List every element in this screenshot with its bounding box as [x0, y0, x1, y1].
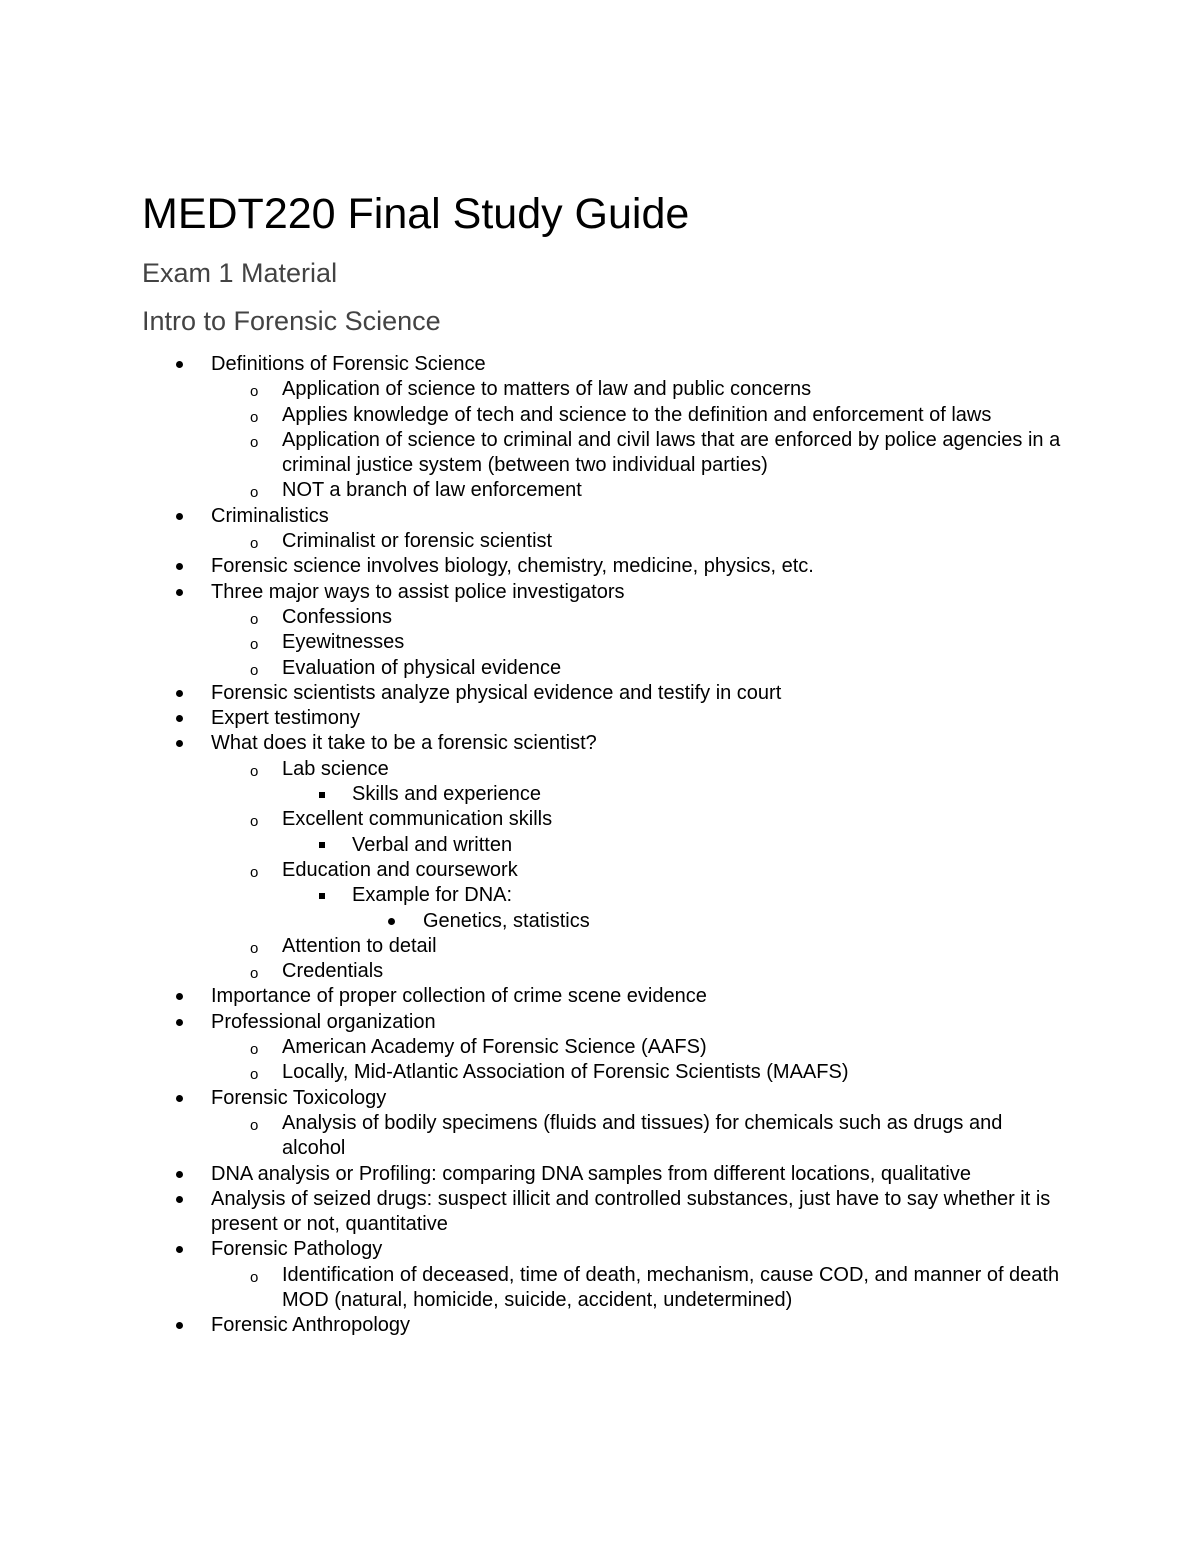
- list-item: [0, 377, 1062, 402]
- list-item-text: Expert testimony: [211, 707, 360, 730]
- list-item-text: Lab science: [282, 757, 389, 780]
- circle-bullet-icon: o: [250, 1041, 259, 1059]
- bullet-icon: [176, 681, 183, 706]
- circle-bullet-icon: o: [250, 535, 259, 553]
- list-item: [0, 706, 1061, 731]
- circle-bullet-icon: o: [250, 1116, 259, 1134]
- list-item-text: Excellent communication skills: [282, 808, 553, 831]
- list-item: [0, 352, 1061, 377]
- list-item-text: Analysis of seized drugs: suspect illicit and controlled substances, just have to say whether it is present or not, quantitative: [211, 1187, 1051, 1236]
- list-item: [0, 858, 1062, 883]
- bullet-icon: [176, 706, 183, 731]
- list-item: [0, 909, 1063, 934]
- bullet-icon: [176, 1237, 183, 1262]
- list-item-text: Three major ways to assist police investigators: [211, 580, 625, 603]
- list-item: [0, 934, 1062, 959]
- circle-bullet-icon: o: [250, 1066, 259, 1084]
- list-item: [0, 1162, 1061, 1187]
- list-item: [0, 1313, 1061, 1338]
- list-item-text: Criminalistics: [211, 504, 329, 527]
- circle-bullet-icon: o: [250, 965, 259, 983]
- circle-bullet-icon: o: [250, 408, 259, 426]
- list-item: [0, 1187, 1061, 1238]
- list-item-text: Identification of deceased, time of death, mechanism, cause COD, and manner of death MOD (natural, homicide, suicide, accident, undetermined): [282, 1263, 1060, 1311]
- list-item-text: Forensic science involves biology, chemistry, medicine, physics, etc.: [211, 555, 814, 578]
- bullet-icon: [176, 580, 183, 605]
- list-item-text: Professional organization: [211, 1010, 436, 1033]
- circle-bullet-icon: o: [250, 383, 259, 401]
- circle-bullet-icon: o: [250, 661, 259, 679]
- list-item-text: Education and coursework: [282, 858, 518, 881]
- square-bullet-icon: [319, 883, 325, 908]
- list-item: [0, 833, 1062, 858]
- list-item-text: Forensic scientists analyze physical evidence and testify in court: [211, 681, 782, 704]
- list-item-text: Criminalist or forensic scientist: [282, 530, 553, 553]
- list-item-text: Importance of proper collection of crime scene evidence: [211, 985, 707, 1008]
- list-item-text: Confessions: [282, 605, 393, 628]
- bullet-icon: [176, 1086, 183, 1111]
- list-item: [0, 757, 1062, 782]
- list-item: [0, 428, 1062, 479]
- circle-bullet-icon: o: [250, 863, 259, 881]
- outline-list: [0, 352, 1200, 1339]
- list-item: [0, 681, 1061, 706]
- bullet-icon: [176, 1187, 183, 1212]
- list-item-text: Credentials: [282, 960, 384, 983]
- circle-bullet-icon: o: [250, 762, 259, 780]
- circle-bullet-icon: o: [250, 939, 259, 957]
- bullet-icon: [176, 352, 183, 377]
- list-item: [0, 1010, 1061, 1035]
- list-item: [0, 656, 1062, 681]
- list-item-text: Locally, Mid-Atlantic Association of Forensic Scientists (MAAFS): [282, 1061, 849, 1084]
- list-item-text: DNA analysis or Profiling: comparing DNA samples from different locations, qualitative: [211, 1162, 971, 1185]
- list-item-text: Skills and experience: [352, 783, 541, 806]
- list-item-text: Forensic Toxicology: [211, 1086, 387, 1109]
- list-item: [0, 883, 1062, 908]
- list-item-text: Definitions of Forensic Science: [211, 353, 486, 375]
- circle-bullet-icon: o: [250, 484, 259, 502]
- circle-bullet-icon: o: [250, 813, 259, 831]
- list-item-text: NOT a branch of law enforcement: [282, 479, 582, 502]
- list-item-text: Example for DNA:: [352, 884, 513, 907]
- list-item: [0, 630, 1062, 655]
- bullet-icon: [176, 984, 183, 1009]
- list-item-text: Forensic Pathology: [211, 1238, 383, 1261]
- subsection-heading: Intro to Forensic Science: [142, 306, 441, 336]
- list-item: [0, 1237, 1061, 1262]
- list-item: [0, 1060, 1062, 1085]
- list-item: [0, 504, 1061, 529]
- list-item: [0, 782, 1062, 807]
- list-item: [0, 605, 1062, 630]
- list-item: [0, 1086, 1061, 1111]
- list-item-text: Applies knowledge of tech and science to the definition and enforcement of laws: [282, 403, 992, 426]
- list-item: [0, 478, 1062, 503]
- list-item-text: Genetics, statistics: [423, 909, 590, 932]
- list-item-text: Attention to detail: [282, 934, 437, 957]
- list-item: [0, 554, 1061, 579]
- list-item-text: Evaluation of physical evidence: [282, 656, 562, 679]
- circle-bullet-icon: o: [250, 636, 259, 654]
- bullet-icon: [176, 731, 183, 756]
- list-item: [0, 1035, 1062, 1060]
- circle-bullet-icon: o: [250, 433, 259, 451]
- list-item: [0, 984, 1061, 1009]
- bullet-icon: [176, 554, 183, 579]
- list-item-text: Eyewitnesses: [282, 631, 405, 654]
- bullet-icon: [176, 1313, 183, 1338]
- list-item-text: American Academy of Forensic Science (AAFS): [282, 1036, 707, 1059]
- list-item: [0, 731, 1061, 756]
- square-bullet-icon: [319, 833, 325, 858]
- list-item: [0, 403, 1062, 428]
- square-bullet-icon: [319, 782, 325, 807]
- circle-bullet-icon: o: [250, 610, 259, 628]
- circle-bullet-icon: o: [250, 1268, 259, 1286]
- list-item-text: Application of science to criminal and civil laws that are enforced by police agencies in a criminal justice system (between two individual parties): [282, 428, 1061, 477]
- list-item: [0, 1111, 1062, 1162]
- bullet-icon: [176, 1010, 183, 1035]
- list-item: [0, 1263, 1062, 1314]
- bullet-icon: [176, 504, 183, 529]
- list-item: [0, 959, 1062, 984]
- list-item-text: Verbal and written: [352, 833, 513, 856]
- document-title: MEDT220 Final Study Guide: [142, 190, 690, 238]
- bullet-icon: [176, 1162, 183, 1187]
- list-item-text: Application of science to matters of law and public concerns: [282, 378, 812, 401]
- list-item: [0, 807, 1062, 832]
- list-item: [0, 529, 1062, 554]
- bullet-icon: [388, 909, 395, 934]
- list-item-text: What does it take to be a forensic scientist?: [211, 732, 597, 755]
- list-item-text: Analysis of bodily specimens (fluids and tissues) for chemicals such as drugs and alcohol: [282, 1111, 1003, 1160]
- section-heading: Exam 1 Material: [142, 258, 338, 288]
- list-item: [0, 580, 1061, 605]
- list-item-text: Forensic Anthropology: [211, 1314, 411, 1337]
